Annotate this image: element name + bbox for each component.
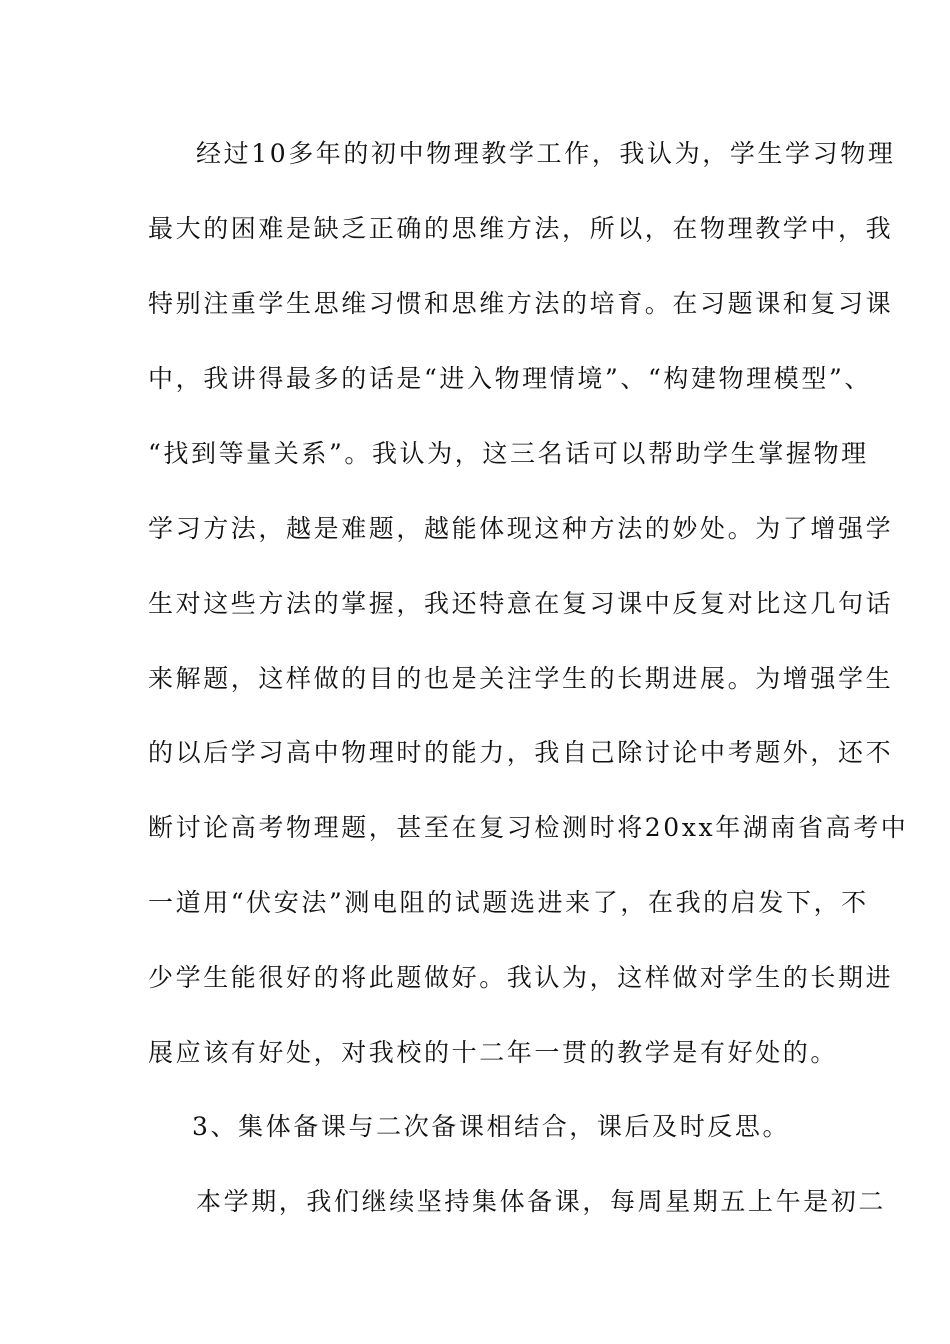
- paragraph-line-15: 本学期，我们继续坚持集体备课，每周星期五上午是初二: [196, 1187, 887, 1216]
- paragraph-line-5: “找到等量关系”。我认为，这三名话可以帮助学生掌握物理: [148, 439, 869, 468]
- paragraph-line-9: 的以后学习高中物理时的能力，我自己除讨论中考题外，还不: [148, 738, 894, 767]
- paragraph-line-8: 来解题，这样做的目的也是关注学生的长期进展。为增强学生: [148, 664, 894, 693]
- paragraph-line-2: 最大的困难是缺乏正确的思维方法，所以，在物理教学中，我: [148, 214, 894, 243]
- paragraph-line-10: 断讨论高考物理题，甚至在复习检测时将20xx年湖南省高考中: [148, 813, 909, 842]
- paragraph-line-12: 少学生能很好的将此题做好。我认为，这样做对学生的长期进: [148, 963, 894, 992]
- paragraph-line-3: 特别注重学生思维习惯和思维方法的培育。在习题课和复习课: [148, 289, 894, 318]
- section-heading-3: 3、集体备课与二次备课相结合，课后及时反思。: [192, 1112, 791, 1141]
- paragraph-line-13: 展应该有好处，对我校的十二年一贯的教学是有好处的。: [148, 1038, 839, 1067]
- paragraph-line-4: 中，我讲得最多的话是“进入物理情境”、“构建物理模型”、: [148, 364, 872, 393]
- paragraph-line-6: 学习方法，越是难题，越能体现这种方法的妙处。为了增强学: [148, 514, 894, 543]
- paragraph-line-11: 一道用“伏安法”测电阻的试题选进来了，在我的启发下，不: [148, 888, 869, 917]
- paragraph-line-1: 经过10多年的初中物理教学工作，我认为，学生学习物理: [196, 139, 896, 168]
- paragraph-line-7: 生对这些方法的掌握，我还特意在复习课中反复对比这几句话: [148, 589, 894, 618]
